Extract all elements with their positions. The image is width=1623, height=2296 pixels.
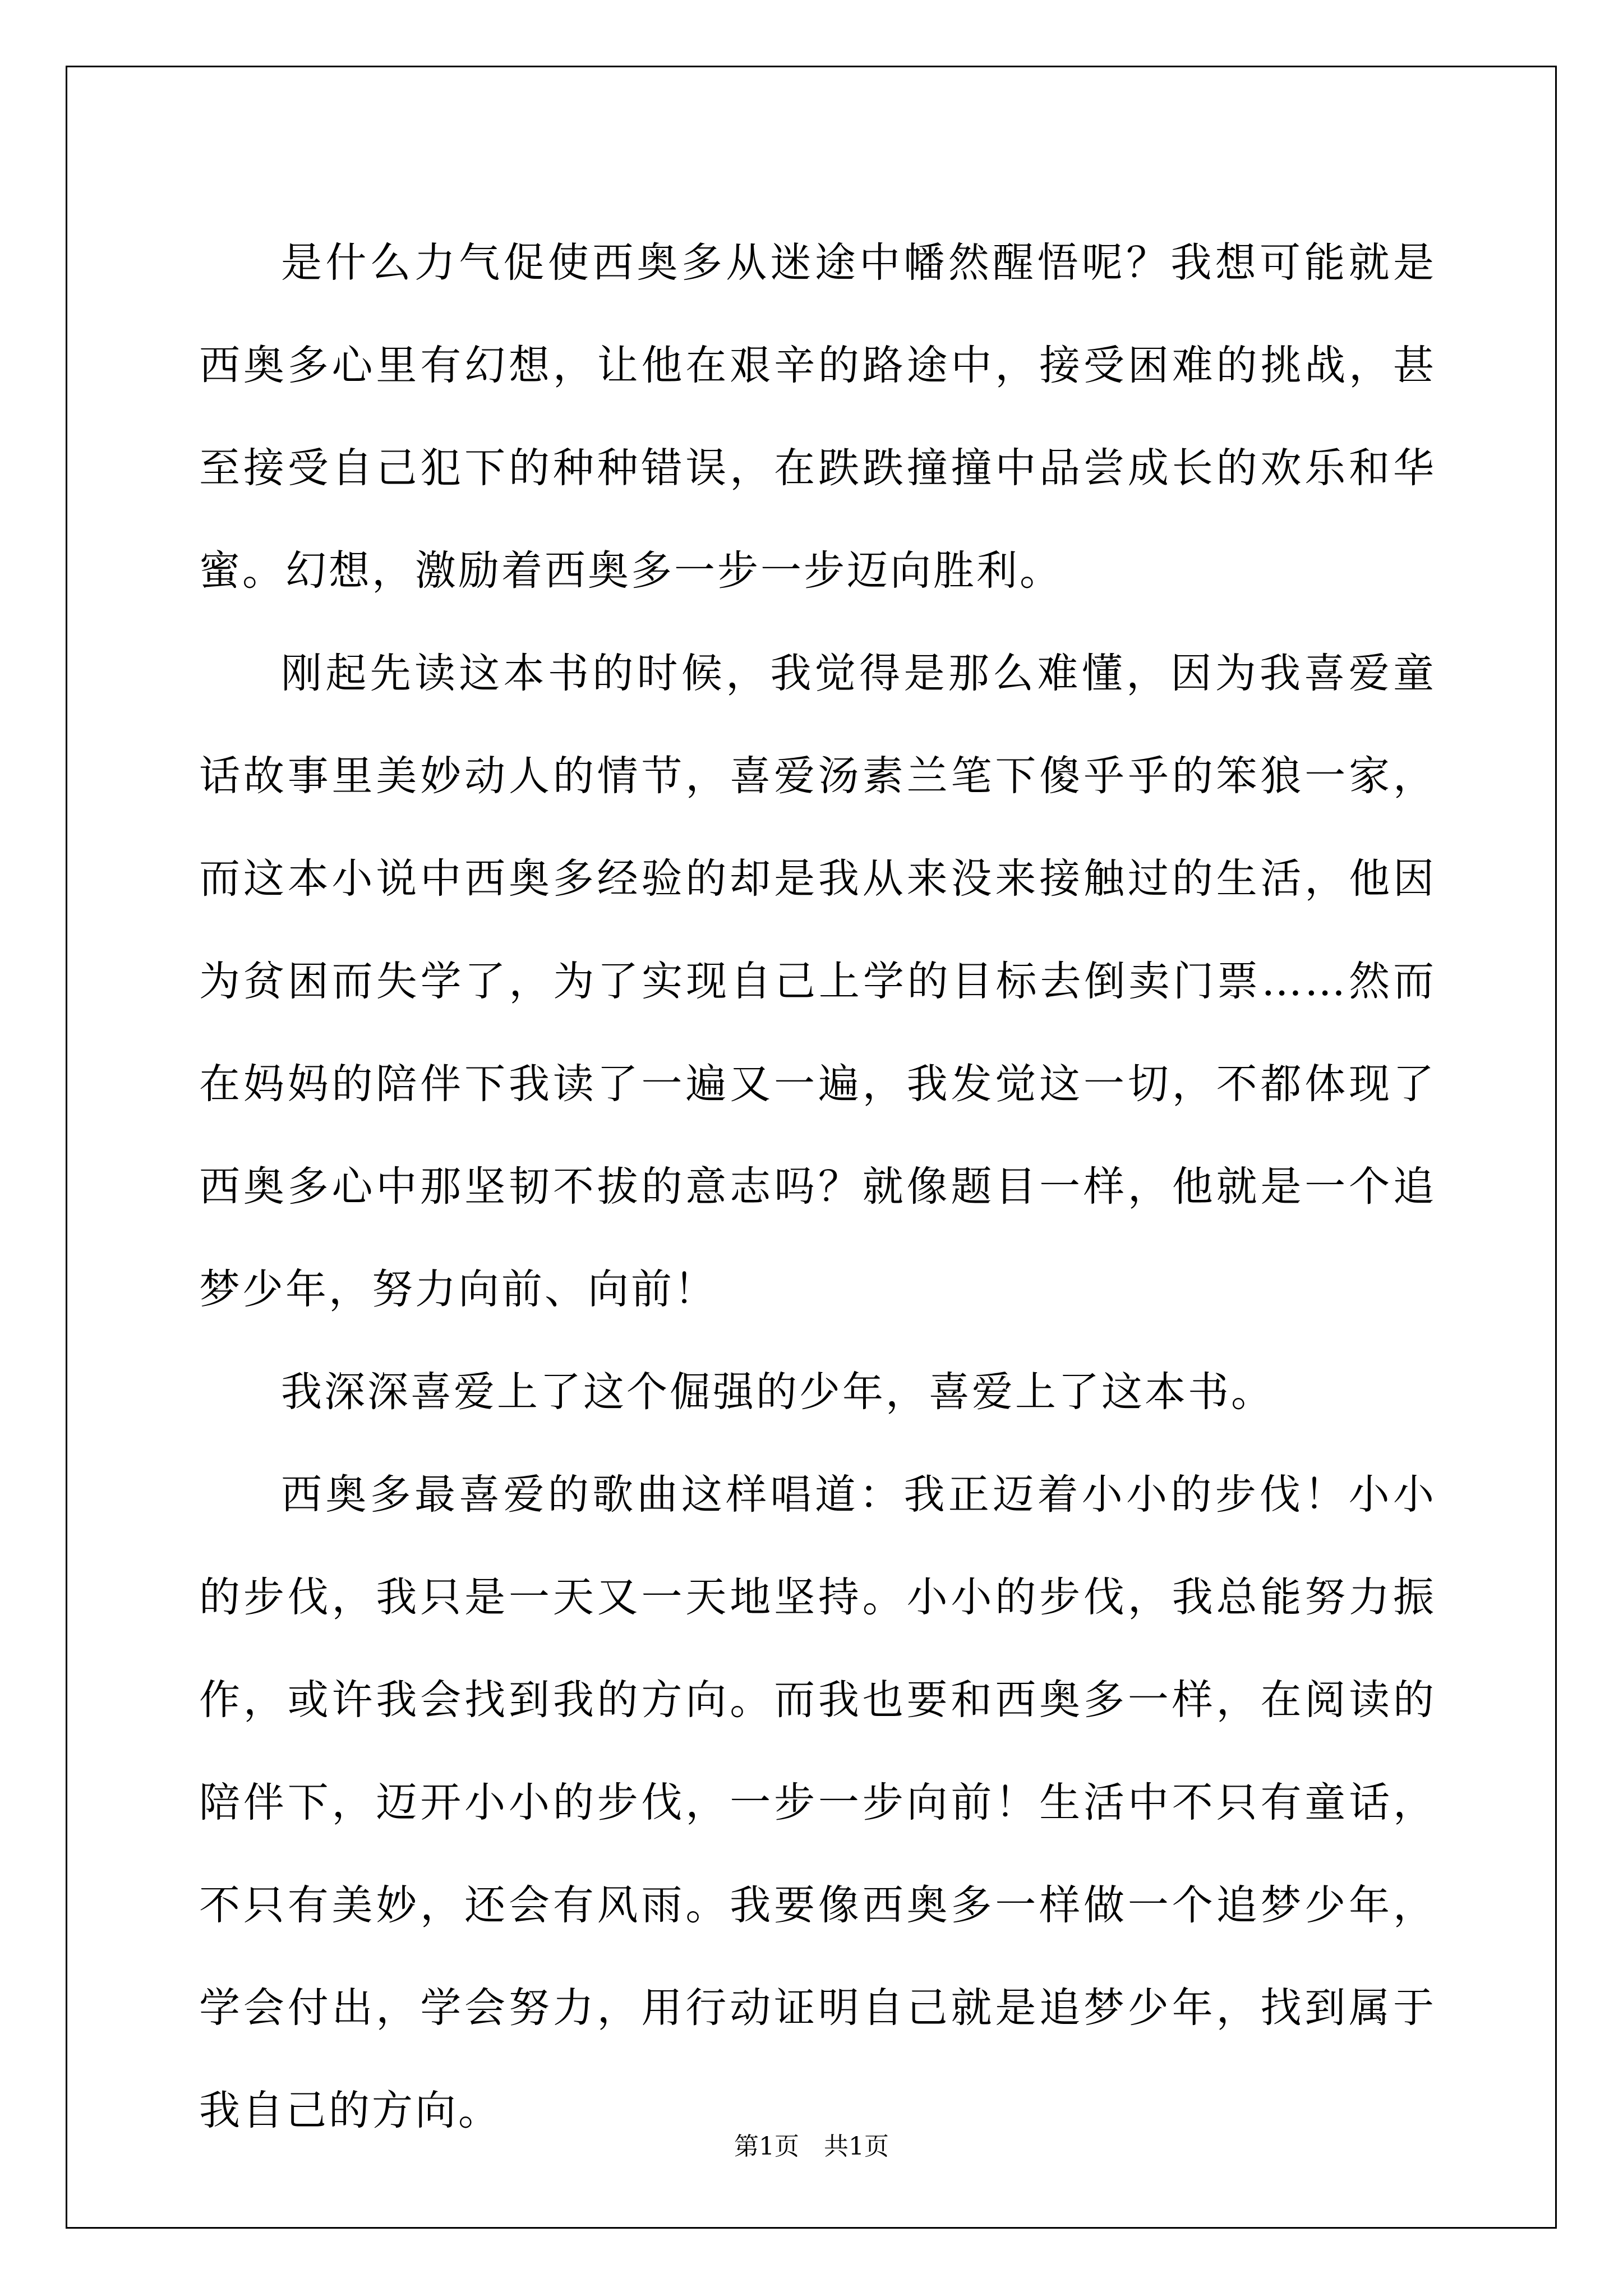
- paragraph-4: 西奥多最喜爱的歌曲这样唱道：我正迈着小小的步伐！小小的步伐，我只是一天又一天地坚持。小小的步伐，我总能努力振作，或许我会找到我的方向。而我也要和西奥多一样，在阅读的陪伴下，迈开小小的步伐，一步一步向前！生活中不只有童话，不只有美妙，还会有风雨。我要像西奥多一样做一个追梦少年，学会付出，学会努力，用行动证明自己就是追梦少年，找到属于我自己的方向。: [199, 1471, 1436, 2134]
- page-number-footer: 第1页 共1页: [734, 2132, 889, 2161]
- paragraph-1: 是什么力气促使西奥多从迷途中幡然醒悟呢？我想可能就是西奥多心里有幻想，让他在艰辛的路途中，接受困难的挑战，甚至接受自己犯下的种种错误，在跌跌撞撞中品尝成长的欢乐和华蜜。幻想，激励着西奥多一步一步迈向胜利。: [199, 239, 1436, 595]
- document-body: [199, 211, 1436, 2162]
- paragraph-2: 刚起先读这本书的时候，我觉得是那么难懂，因为我喜爱童话故事里美妙动人的情节，喜爱汤素兰笔下傻乎乎的笨狼一家，而这本小说中西奥多经验的却是我从来没来接触过的生活，他因为贫困而失学了，为了实现自己上学的目标去倒卖门票……然而在妈妈的陪伴下我读了一遍又一遍，我发觉这一切，不都体现了西奥多心中那坚韧不拔的意志吗？就像题目一样，他就是一个追梦少年，努力向前、向前！: [199, 650, 1436, 1313]
- paragraph-3: 我深深喜爱上了这个倔强的少年，喜爱上了这本书。: [281, 1368, 1274, 1416]
